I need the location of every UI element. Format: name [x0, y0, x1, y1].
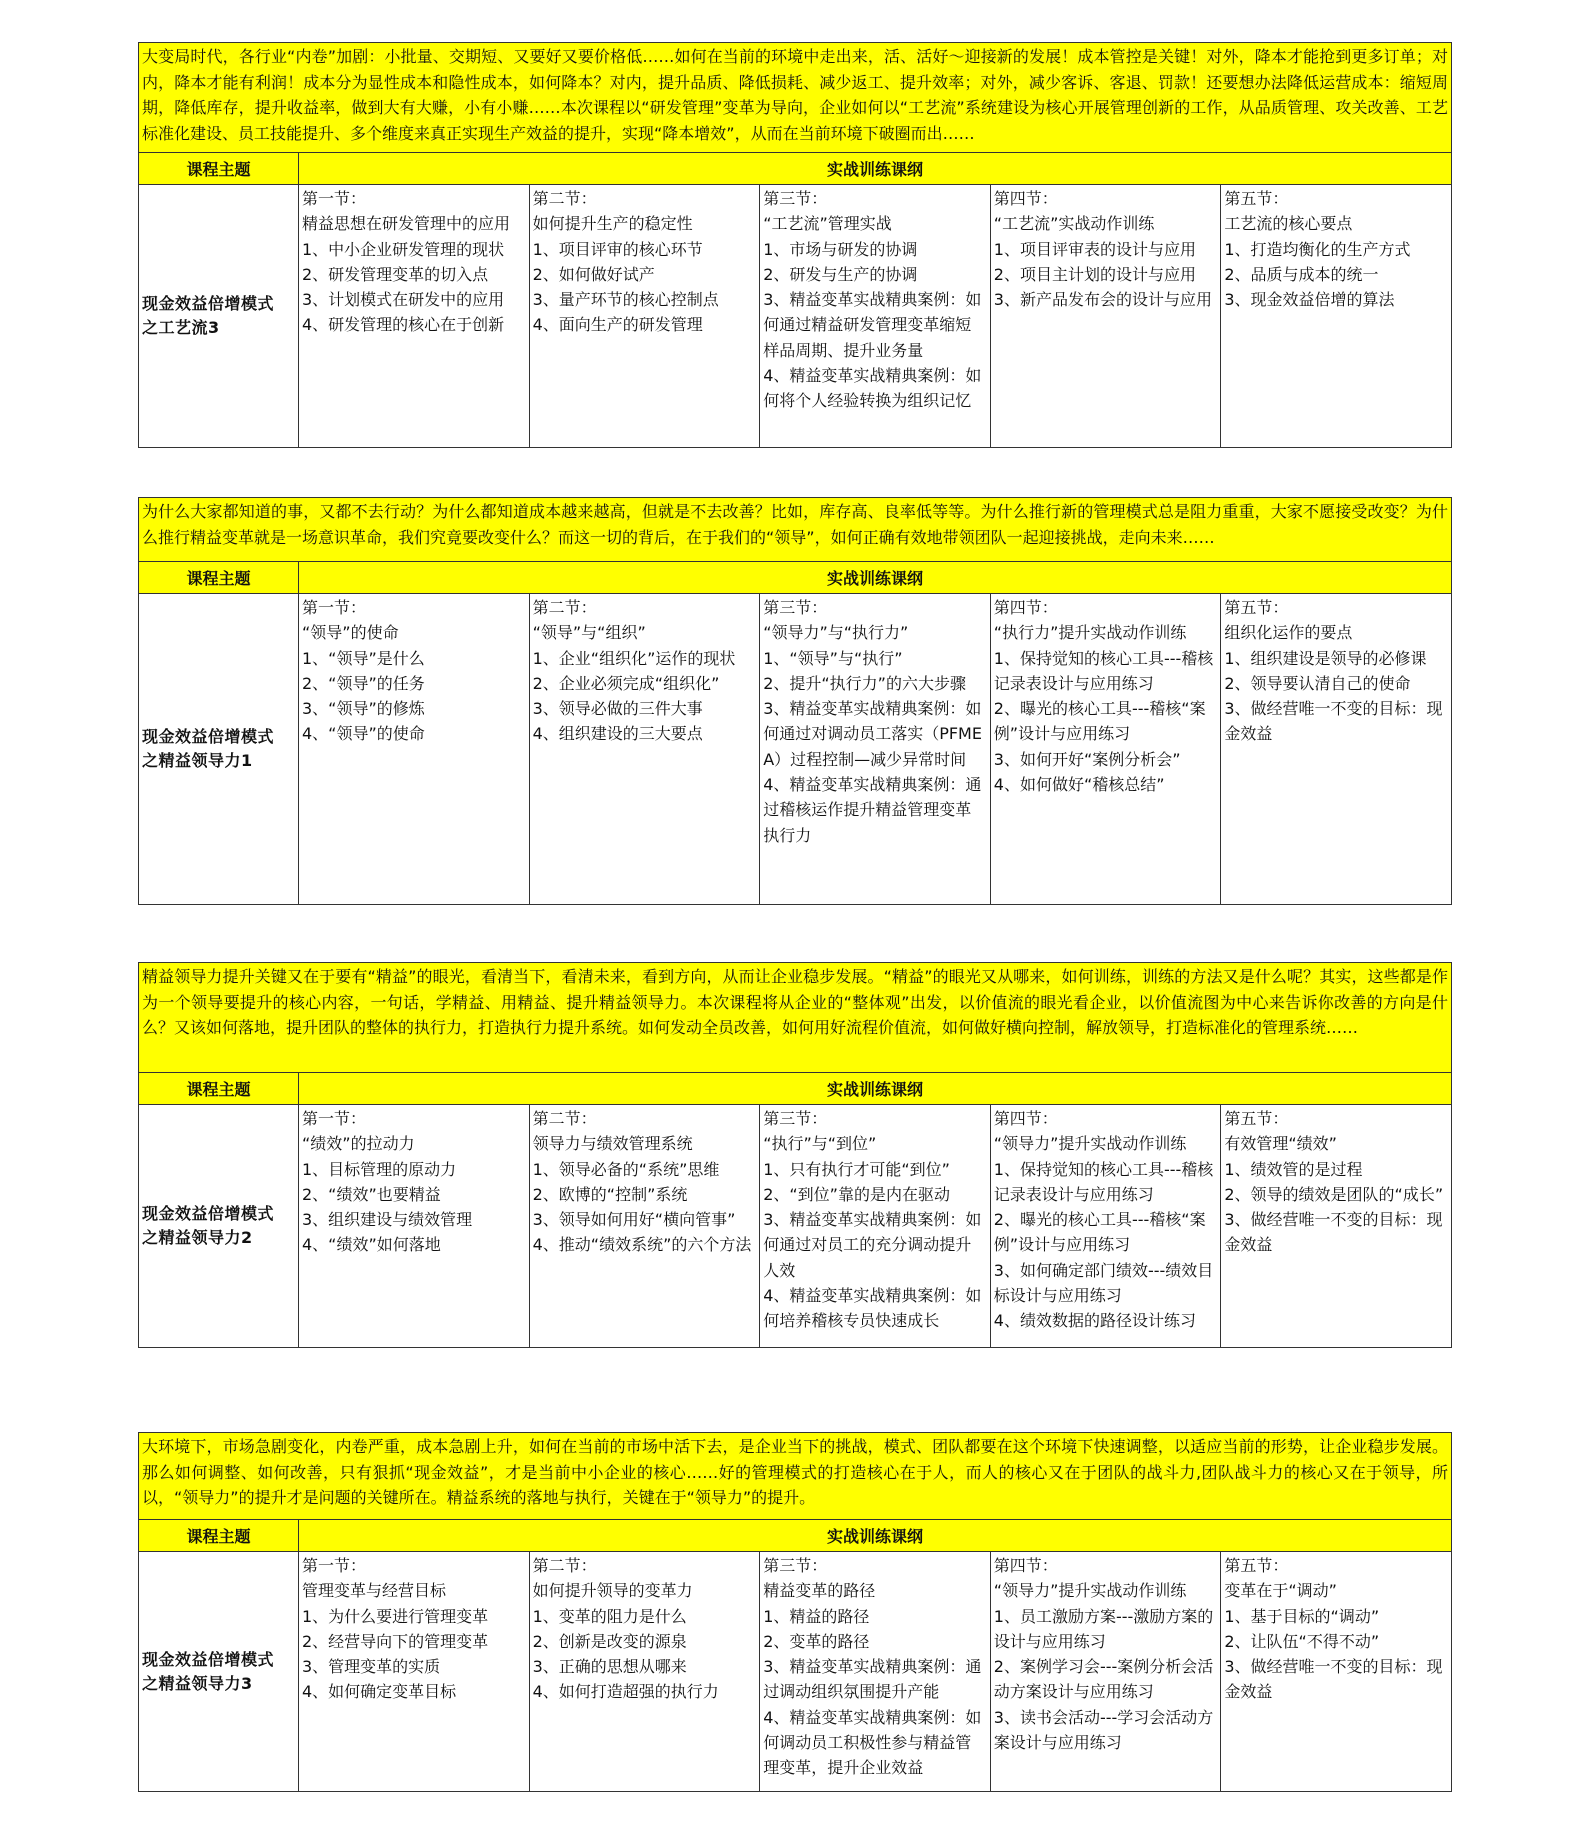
section-1: 第一节： “绩效”的拉动力 1、目标管理的原动力 2、“绩效”也要精益 3、组织建设与绩效管理 4、“绩效”如何落地: [299, 1105, 530, 1347]
header-outline: 实战训练课纲: [826, 569, 923, 588]
table-header-row: [139, 1073, 1451, 1105]
section-2: 第二节： 如何提升生产的稳定性 1、项目评审的核心环节 2、如何做好试产 3、量产环节的核心控制点 4、面向生产的研发管理: [530, 185, 761, 447]
section-3: 第三节： “工艺流”管理实战 1、市场与研发的协调 2、研发与生产的协调 3、精益变革实战精典案例：如何通过精益研发管理变革缩短样品周期、提升业务量 4、精益变革实战精典案例：如何将个人经验转换为组织记忆: [760, 185, 991, 447]
section-4: 第四节： “领导力”提升实战动作训练 1、员工激励方案---激励方案的设计与应用练习 2、案例学习会---案例分析会活动方案设计与应用练习 3、读书会活动---学习会活动方案设计与应用练习: [991, 1552, 1222, 1791]
course-block-3: [138, 962, 1452, 1348]
course-topic: 现金效益倍增模式 之精益领导力2: [139, 1105, 299, 1347]
section-4: 第四节： “领导力”提升实战动作训练 1、保持觉知的核心工具---稽核记录表设计与应用练习 2、曝光的核心工具---稽核“案例”设计与应用练习 3、如何确定部门绩效---绩效目标设计与应用练习 4、绩效数据的路径设计练习: [991, 1105, 1222, 1347]
section-3: 第三节： “执行”与“到位” 1、只有执行才可能“到位” 2、“到位”靠的是内在驱动 3、精益变革实战精典案例：如何通过对员工的充分调动提升人效 4、精益变革实战精典案例：如何培养稽核专员快速成长: [760, 1105, 991, 1347]
course-intro: 为什么大家都知道的事，又都不去行动？为什么都知道成本越来越高，但就是不去改善？比如，库存高、良率低等等。为什么推行新的管理模式总是阻力重重，大家不愿接受改变？为什么推行精益变革就是一场意识革命，我们究竟要改变什么？而这一切的背后，在于我们的“领导”，如何正确有效地带领团队一起迎接挑战，走向未来……: [139, 498, 1451, 562]
table-header-row: [139, 562, 1451, 594]
course-topic: 现金效益倍增模式 之精益领导力1: [139, 594, 299, 904]
table-header-row: [139, 153, 1451, 185]
course-topic: 现金效益倍增模式 之精益领导力3: [139, 1552, 299, 1791]
course-block-4: [138, 1432, 1452, 1792]
section-1: 第一节： 管理变革与经营目标 1、为什么要进行管理变革 2、经营导向下的管理变革 3、管理变革的实质 4、如何确定变革目标: [299, 1552, 530, 1791]
table-header-row: [139, 1520, 1451, 1552]
section-2: 第二节： “领导”与“组织” 1、企业“组织化”运作的现状 2、企业必须完成“组织化” 3、领导必做的三件大事 4、组织建设的三大要点: [530, 594, 761, 904]
course-block-2: [138, 497, 1452, 905]
course-topic: 现金效益倍增模式 之工艺流3: [139, 185, 299, 447]
section-5: 第五节： 工艺流的核心要点 1、打造均衡化的生产方式 2、品质与成本的统一 3、现金效益倍增的算法: [1224, 189, 1411, 310]
section-1: 第一节： 精益思想在研发管理中的应用 1、中小企业研发管理的现状 2、研发管理变革的切入点 3、计划模式在研发中的应用 4、研发管理的核心在于创新: [299, 185, 530, 447]
section-2: 第二节： 如何提升领导的变革力 1、变革的阻力是什么 2、创新是改变的源泉 3、正确的思想从哪来 4、如何打造超强的执行力: [530, 1552, 761, 1791]
header-outline: 实战训练课纲: [826, 1080, 923, 1099]
course-block-1: [138, 42, 1452, 448]
section-3: 第三节： 精益变革的路径 1、精益的路径 2、变革的路径 3、精益变革实战精典案例：通过调动组织氛围提升产能 4、精益变革实战精典案例：如何调动员工积极性参与精益管理变革，提升企业效益: [760, 1552, 991, 1791]
section-2: 第二节： 领导力与绩效管理系统 1、领导必备的“系统”思维 2、欧博的“控制”系统 3、领导如何用好“横向管事” 4、推动“绩效系统”的六个方法: [530, 1105, 761, 1347]
course-intro: 大变局时代，各行业“内卷”加剧：小批量、交期短、又要好又要价格低……如何在当前的环境中走出来，活、活好～迎接新的发展！成本管控是关键！对外，降本才能抢到更多订单；对内，降本才能有利润！成本分为显性成本和隐性成本，如何降本？对内，提升品质、降低损耗、减少返工、提升效率；对外，减少客诉、客退、罚款！还要想办法降低运营成本：缩短周期，降低库存，提升收益率，做到大有大赚，小有小赚……本次课程以“研发管理”变革为导向，企业如何以“工艺流”系统建设为核心开展管理创新的工作，从品质管理、攻关改善、工艺标准化建设、员工技能提升、多个维度来真正实现生产效益的提升，实现“降本增效”，从而在当前环境下破圈而出……: [139, 43, 1451, 153]
course-row: [139, 594, 1451, 904]
course-row: [139, 1552, 1451, 1791]
section-5: 第五节： 组织化运作的要点 1、组织建设是领导的必修课 2、领导要认清自己的使命 3、做经营唯一不变的目标：现金效益: [1224, 598, 1443, 744]
header-topic: 课程主题: [139, 153, 299, 184]
header-outline: 实战训练课纲: [826, 160, 923, 179]
section-5: 第五节： 变革在于“调动” 1、基于目标的“调动” 2、让队伍“不得不动” 3、做经营唯一不变的目标：现金效益: [1224, 1556, 1443, 1702]
header-topic: 课程主题: [139, 1073, 299, 1104]
section-4: 第四节： “工艺流”实战动作训练 1、项目评审表的设计与应用 2、项目主计划的设计与应用 3、新产品发布会的设计与应用: [991, 185, 1222, 447]
course-row: [139, 1105, 1451, 1347]
section-5: 第五节： 有效管理“绩效” 1、绩效管的是过程 2、领导的绩效是团队的“成长” 3、做经营唯一不变的目标：现金效益: [1224, 1109, 1444, 1255]
header-topic: 课程主题: [139, 1520, 299, 1551]
section-1: 第一节： “领导”的使命 1、“领导”是什么 2、“领导”的任务 3、“领导”的修炼 4、“领导”的使命: [299, 594, 530, 904]
section-3: 第三节： “领导力”与“执行力” 1、“领导”与“执行” 2、提升“执行力”的六大步骤 3、精益变革实战精典案例：如何通过对调动员工落实（PFMEA）过程控制—减少异常时间 4、精益变革实战精典案例：通过稽核运作提升精益管理变革执行力: [760, 594, 991, 904]
course-intro: 精益领导力提升关键又在于要有“精益”的眼光，看清当下，看清未来，看到方向，从而让企业稳步发展。“精益”的眼光又从哪来，如何训练，训练的方法又是什么呢？其实，这些都是作为一个领导要提升的核心内容，一句话，学精益、用精益、提升精益领导力。本次课程将从企业的“整体观”出发，以价值流的眼光看企业，以价值流图为中心来告诉你改善的方向是什么？又该如何落地，提升团队的整体的执行力，打造执行力提升系统。如何发动全员改善，如何用好流程价值流，如何做好横向控制，解放领导，打造标准化的管理系统……: [139, 963, 1451, 1073]
header-topic: 课程主题: [139, 562, 299, 593]
course-intro: 大环境下，市场急剧变化，内卷严重，成本急剧上升，如何在当前的市场中活下去，是企业当下的挑战，模式、团队都要在这个环境下快速调整，以适应当前的形势，让企业稳步发展。那么如何调整、如何改善，只有狠抓“现金效益”，才是当前中小企业的核心……好的管理模式的打造核心在于人，而人的核心又在于团队的战斗力,团队战斗力的核心又在于领导，所以，“领导力”的提升才是问题的关键所在。精益系统的落地与执行，关键在于“领导力”的提升。: [139, 1433, 1451, 1520]
header-outline: 实战训练课纲: [826, 1527, 923, 1546]
course-row: [139, 185, 1451, 447]
section-4: 第四节： “执行力”提升实战动作训练 1、保持觉知的核心工具---稽核记录表设计与应用练习 2、曝光的核心工具---稽核“案例”设计与应用练习 3、如何开好“案例分析会” 4、如何做好“稽核总结”: [991, 594, 1222, 904]
